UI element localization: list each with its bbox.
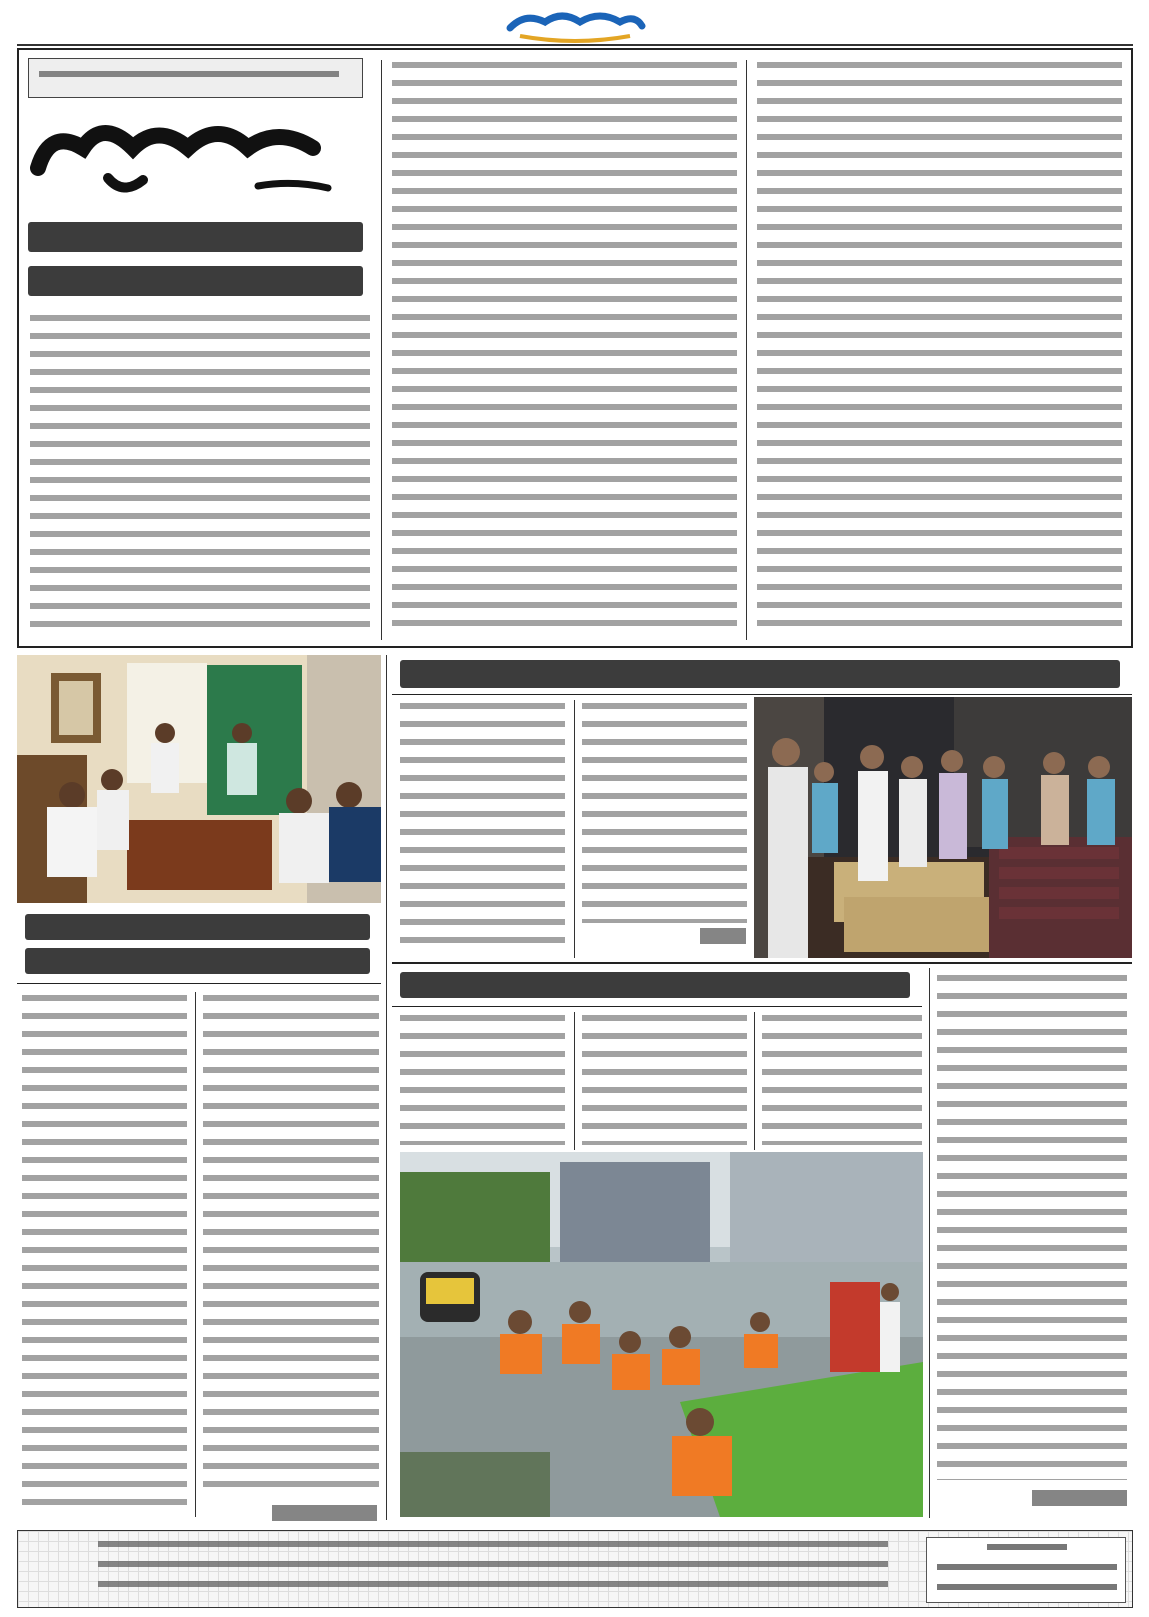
bottom-story-credit [1032,1490,1127,1506]
photo-drain-art [400,1152,923,1517]
brand-logo-icon [28,108,363,203]
left-story-credit [272,1505,377,1521]
page-number [14,12,99,34]
photo-meeting-art [17,655,381,903]
right-headline [392,656,1132,690]
photo-textile-art [754,697,1132,958]
bottom-headline [392,968,922,1002]
footer-contact-box [926,1537,1126,1603]
photo-textile-display [754,697,1132,958]
bottom-story-col3 [762,1015,922,1145]
left-story-col1 [22,995,187,1515]
photo-meeting [17,655,381,903]
masthead-logo-icon [500,6,650,46]
issue-date [1019,12,1129,34]
right-story-credit [700,928,746,944]
header-rule [17,44,1133,46]
left-story-col2 [203,995,379,1495]
bottom-story-col4 [937,975,1127,1480]
dateline-tag [28,58,363,98]
top-story-col1 [30,315,370,635]
bottom-story-col1 [400,1015,565,1145]
bottom-story-col2 [582,1015,747,1145]
footer-imprint [17,1530,1133,1608]
top-story-col2 [392,62,737,635]
left-headline [17,908,381,978]
top-story-col3 [757,62,1122,635]
footer-line3 [98,1581,888,1591]
right-story-col2 [582,703,747,923]
footer-line2 [98,1561,888,1571]
footer-line1 [98,1541,888,1551]
photo-drain-workers [400,1152,923,1517]
top-headline [28,210,373,305]
right-story-col1 [400,703,565,955]
